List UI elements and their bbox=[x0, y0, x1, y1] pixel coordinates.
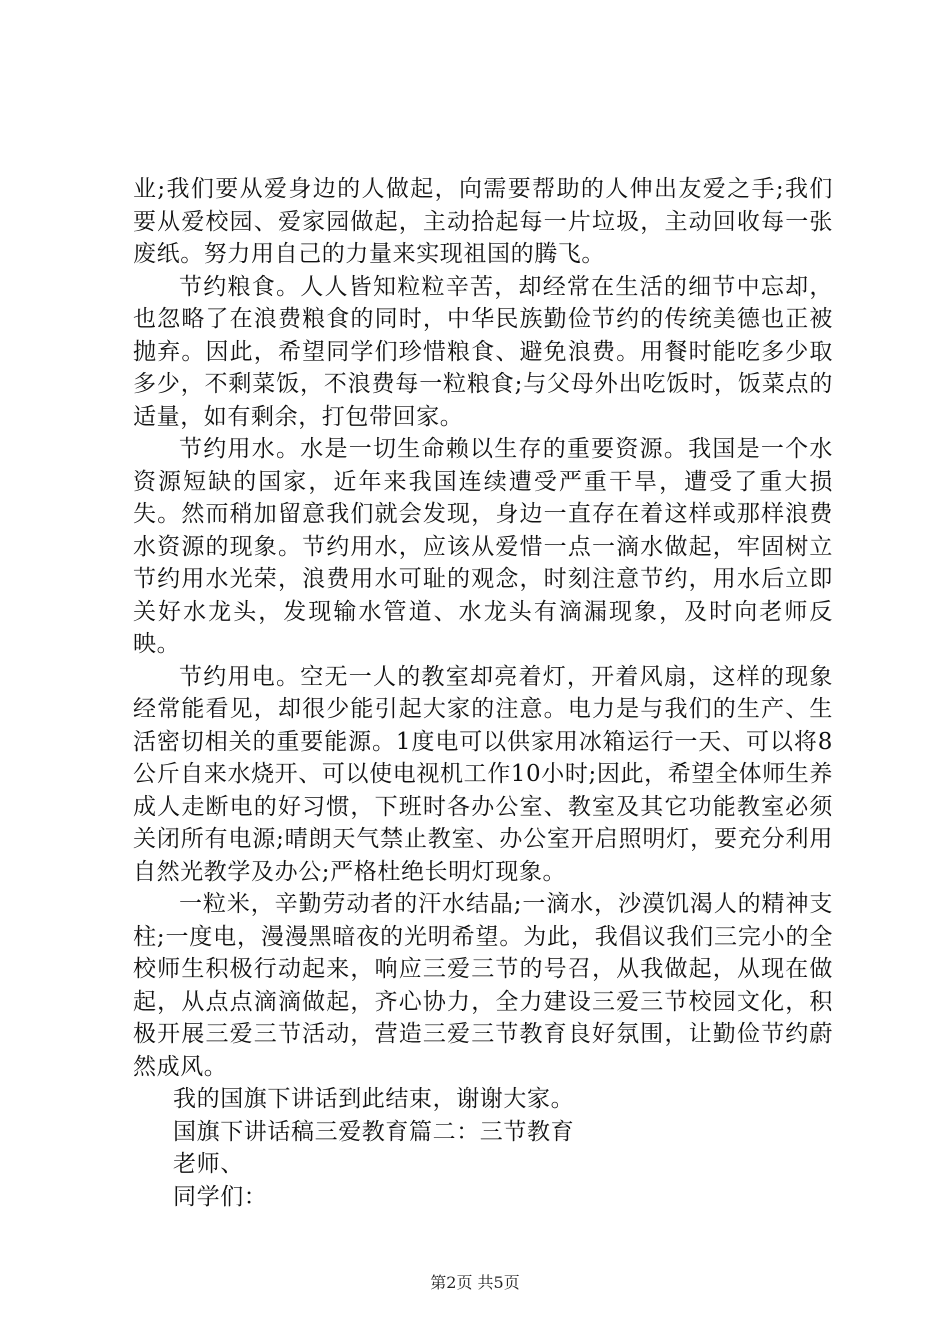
paragraph-intro-continuation: 业;我们要从爱身边的人做起，向需要帮助的人伸出友爱之手;我们要从爱校园、爱家园做起，主动拾起每一片垃圾，主动回收每一张废纸。努力用自己的力量来实现祖国的腾飞。 bbox=[133, 176, 833, 267]
document-body bbox=[133, 173, 833, 1213]
paragraph-save-food: 节约粮食。人人皆知粒粒辛苦，却经常在生活的细节中忘却，也忽略了在浪费粮食的同时，中华民族勤俭节约的传统美德也正被抛弃。因此，希望同学们珍惜粮食、避免浪费。用餐时能吃多少取多少，不剩菜饭，不浪费每一粒粮食;与父母外出吃饭时，饭菜点的适量，如有剩余，打包带回家。 bbox=[133, 273, 833, 430]
paragraph-call-to-action: 一粒米，辛勤劳动者的汗水结晶;一滴水，沙漠饥渴人的精神支柱;一度电，漫漫黑暗夜的光明希望。为此，我倡议我们三完小的全校师生积极行动起来，响应三爱三节的号召，从我做起，从现在做起，从点点滴滴做起，齐心协力，全力建设三爱三节校园文化，积极开展三爱三节活动，营造三爱三节教育良好氛围，让勤俭节约蔚然成风。 bbox=[133, 891, 833, 1080]
section-heading-part-two: 国旗下讲话稿三爱教育篇二：三节教育 bbox=[173, 1118, 575, 1145]
salutation-teachers: 老师、 bbox=[173, 1151, 244, 1177]
paragraph-save-electricity: 节约用电。空无一人的教室却亮着灯，开着风扇，这样的现象经常能看见，却很少能引起大家的注意。电力是与我们的生产、生活密切相关的重要能源。1度电可以供家用冰箱运行一天、可以将8公斤自来水烧开、可以使电视机工作10小时;因此，希望全体师生养成人走断电的好习惯，下班时各办公室、教室及其它功能教室必须关闭所有电源;晴朗天气禁止教室、办公室开启照明灯，要充分利用自然光教学及办公;严格杜绝长明灯现象。 bbox=[133, 663, 833, 885]
closing-line-thanks: 我的国旗下讲话到此结束，谢谢大家。 bbox=[173, 1086, 575, 1112]
paragraph-save-water: 节约用水。水是一切生命赖以生存的重要资源。我国是一个水资源短缺的国家，近年来我国连续遭受严重干旱，遭受了重大损失。然而稍加留意我们就会发现，身边一直存在着这样或那样浪费水资源的现象。节约用水，应该从爱惜一点一滴水做起，牢固树立节约用水光荣，浪费用水可耻的观念，时刻注意节约，用水后立即关好水龙头，发现输水管道、水龙头有滴漏现象，及时向老师反映。 bbox=[133, 436, 833, 657]
page-number-footer: 第2页 共5页 bbox=[430, 1273, 520, 1292]
salutation-students: 同学们： bbox=[173, 1183, 268, 1210]
